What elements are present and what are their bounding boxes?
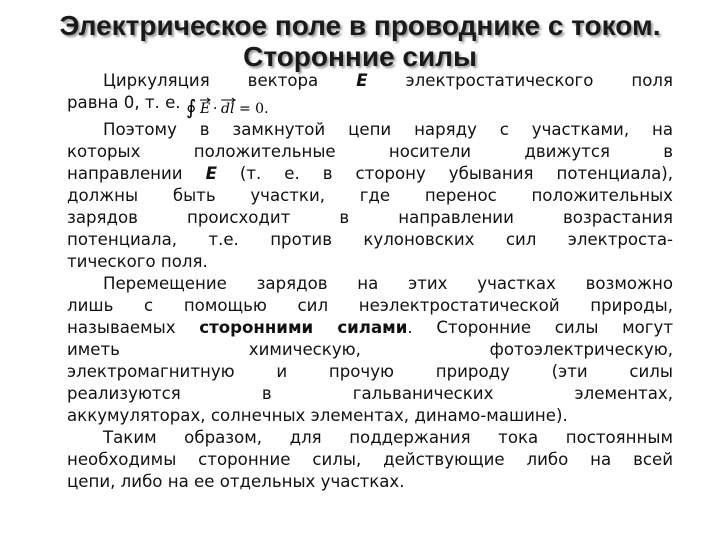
p1-text-pre: Циркуляция вектора (103, 71, 357, 90)
p2-text-post: (т. е. в сторону убывания потенциала), (216, 164, 674, 183)
p4-line-1: Таким образом, для поддержания тока постоянным (103, 428, 673, 447)
p2-line-6: потенциала, т.е. против кулоновских сил электроста- (67, 230, 673, 249)
p1-text-post: электростатического поля (367, 71, 673, 90)
svg-text:E: E (199, 101, 210, 117)
p4-line-3: цепи, либо на ее отдельных участках. (67, 472, 405, 491)
p3-line-6: реализуются в гальванических элементах, (67, 384, 673, 403)
contour-integral-icon (185, 97, 273, 119)
p2-line-4: должны быть участки, где перенос положительных (67, 186, 673, 205)
svg-text:∮: ∮ (185, 97, 197, 119)
vector-e-symbol: E (205, 164, 217, 183)
p3-line-4: иметь химическую, фотоэлектрическую, (67, 340, 673, 359)
svg-text:= 0.: = 0. (238, 101, 269, 117)
p1-text-equal-zero: равна 0, т. е. (67, 93, 181, 112)
p2-line-5: зарядов происходит в направлении возрастания (67, 208, 673, 227)
paragraph-conclusion (67, 427, 673, 493)
slide-title (40, 10, 680, 72)
svg-text:·: · (212, 101, 218, 117)
p3-text-post: . Сторонние силы могут (407, 318, 673, 337)
p3-line-7: аккумуляторах, солнечных элементах, динамо-машине). (67, 406, 568, 425)
p1-line-1 (67, 70, 673, 92)
p3-line-1: Перемещение зарядов на этих участках возможно (103, 274, 673, 293)
p4-line-2: необходимы сторонние силы, действующие либо на всей (67, 450, 673, 469)
p3-line-5: электромагнитную и прочую природу (эти силы (67, 362, 673, 381)
p2-line-2: которых положительные носители движутся в (67, 142, 673, 161)
title-line-2: Сторонние силы (243, 41, 477, 72)
paragraph-circulation (67, 70, 673, 119)
circulation-formula (185, 96, 273, 119)
p3-text-pre: называемых (67, 318, 200, 337)
paragraph-external-forces (67, 273, 673, 427)
p3-line-3 (67, 317, 673, 339)
p2-line-3 (67, 163, 673, 185)
p1-line-2 (67, 92, 673, 119)
p2-text-pre: направлении (67, 164, 206, 183)
paragraph-closed-circuit (67, 119, 673, 273)
vector-e-symbol: E (356, 71, 368, 90)
term-external-forces: сторонними силами (199, 318, 408, 337)
svg-text:dl: dl (220, 101, 235, 117)
p2-line-7: тического поля. (67, 252, 208, 271)
title-line-1: Электрическое поле в проводнике с током. (59, 10, 661, 41)
p2-line-1: Поэтому в замкнутой цепи наряду с участками, на (103, 120, 673, 139)
slide-body (67, 70, 673, 493)
p3-line-2: лишь с помощью сил неэлектростатической природы, (67, 296, 673, 315)
